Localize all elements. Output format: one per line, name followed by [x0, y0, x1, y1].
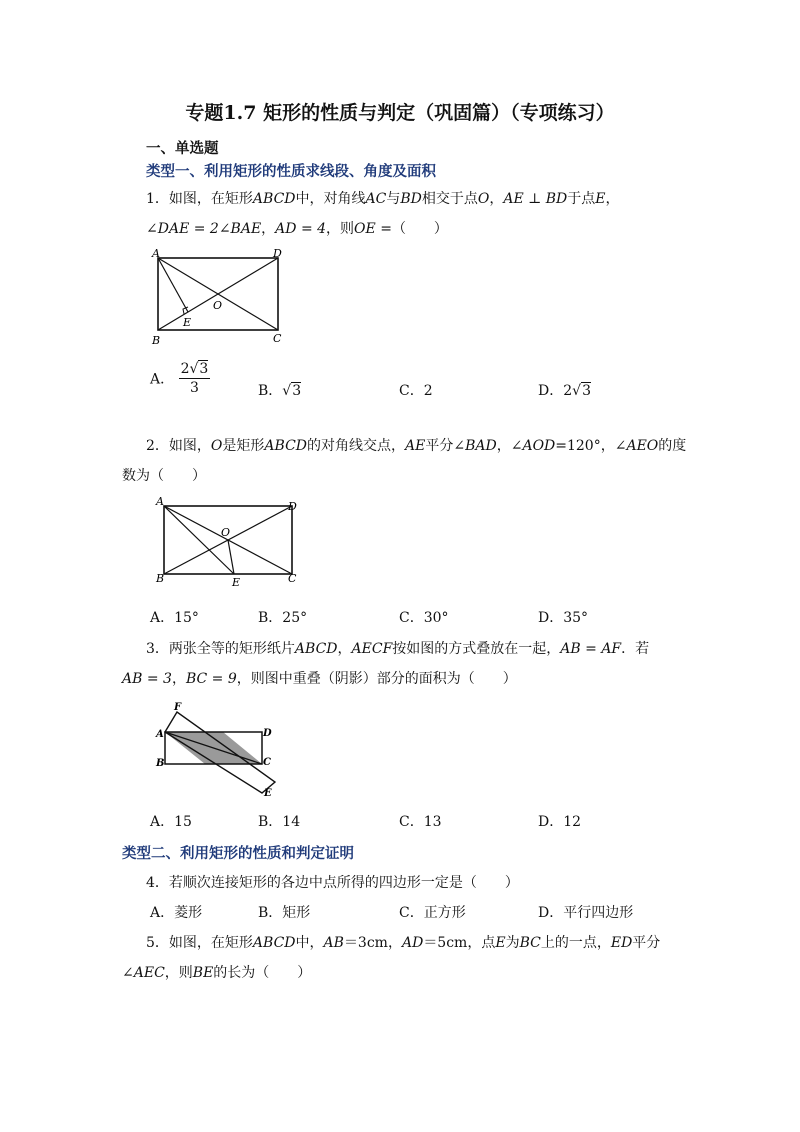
q2-label-o: O: [221, 526, 231, 539]
type-heading-1: 类型一、利用矩形的性质求线段、角度及面积: [146, 163, 436, 180]
q4-text: 4．若顺次连接矩形的各边中点所得的四边形一定是（ ）: [146, 875, 519, 891]
q2-option-c[interactable]: C．30°: [399, 610, 449, 626]
q1-option-a[interactable]: A． $\frac{2√3}{3}$: [150, 361, 209, 396]
q3-label-a: A: [156, 729, 164, 740]
page-title: 专题1.7 矩形的性质与判定（巩固篇）（专项练习）: [185, 102, 615, 124]
q1-segment-ae: [158, 258, 188, 312]
q2-label-a: A: [156, 495, 164, 508]
q1-option-b[interactable]: B．√3: [258, 383, 302, 399]
q1-line2: ∠DAE = 2∠BAE，AD = 4，则OE =（ ）: [146, 221, 448, 237]
q3-label-d: D: [263, 728, 272, 739]
q3-label-b: B: [156, 758, 165, 769]
q3-label-e: E: [264, 788, 272, 799]
q2-line1: 2．如图，O是矩形ABCD的对角线交点，AE平分∠BAD，∠AOD=120°，∠AEO的度: [146, 438, 687, 454]
q1-label-o: O: [213, 299, 223, 312]
q1-label-b: B: [152, 334, 161, 347]
q1-label-e: E: [183, 316, 192, 329]
q1-label-c: C: [273, 332, 282, 345]
q4-option-c[interactable]: C．正方形: [399, 905, 466, 921]
q1-option-c[interactable]: C．2: [399, 383, 433, 399]
q3-option-c[interactable]: C．13: [399, 814, 442, 830]
q2-label-b: B: [156, 572, 165, 585]
type-heading-2: 类型二、利用矩形的性质和判定证明: [122, 845, 354, 862]
q2-label-c: C: [288, 572, 297, 585]
q2-label-e: E: [232, 576, 241, 589]
section-heading: 一、单选题: [146, 140, 219, 157]
q2-option-b[interactable]: B．25°: [258, 610, 308, 626]
q2-label-d: D: [288, 500, 297, 513]
q1-label-d: D: [273, 247, 282, 260]
q3-option-a[interactable]: A．15: [150, 814, 192, 830]
q3-label-f: F: [174, 702, 182, 713]
q3-figure: [150, 700, 280, 800]
q3-option-b[interactable]: B．14: [258, 814, 301, 830]
q3-label-c: C: [263, 757, 271, 768]
q4-option-a[interactable]: A．菱形: [150, 905, 203, 921]
q1-option-d[interactable]: D．2√3: [538, 383, 591, 399]
q4-option-b[interactable]: B．矩形: [258, 905, 311, 921]
q1-line1: 1．如图，在矩形ABCD中，对角线AC与BD相交于点O，AE ⊥ BD于点E，: [146, 191, 620, 207]
q5-line1: 5．如图，在矩形ABCD中，AB＝3cm，AD＝5cm，点E为BC上的一点，ED平分: [146, 935, 661, 951]
q2-figure: [148, 494, 308, 592]
q1-figure: [148, 246, 288, 350]
q1-label-a: A: [152, 247, 160, 260]
q2-segment-ae: [164, 506, 234, 574]
q3-option-d[interactable]: D．12: [538, 814, 582, 830]
q2-line2: 数为（ ）: [122, 468, 206, 484]
q5-line2: ∠AEC，则BE的长为（ ）: [122, 965, 312, 981]
q2-option-a[interactable]: A．15°: [150, 610, 199, 626]
q3-line1: 3．两张全等的矩形纸片ABCD，AECF按如图的方式叠放在一起，AB = AF．若: [146, 641, 650, 657]
q4-option-d[interactable]: D．平行四边形: [538, 905, 634, 921]
q2-option-d[interactable]: D．35°: [538, 610, 589, 626]
q3-line2: AB = 3，BC = 9，则图中重叠（阴影）部分的面积为（ ）: [122, 671, 517, 687]
